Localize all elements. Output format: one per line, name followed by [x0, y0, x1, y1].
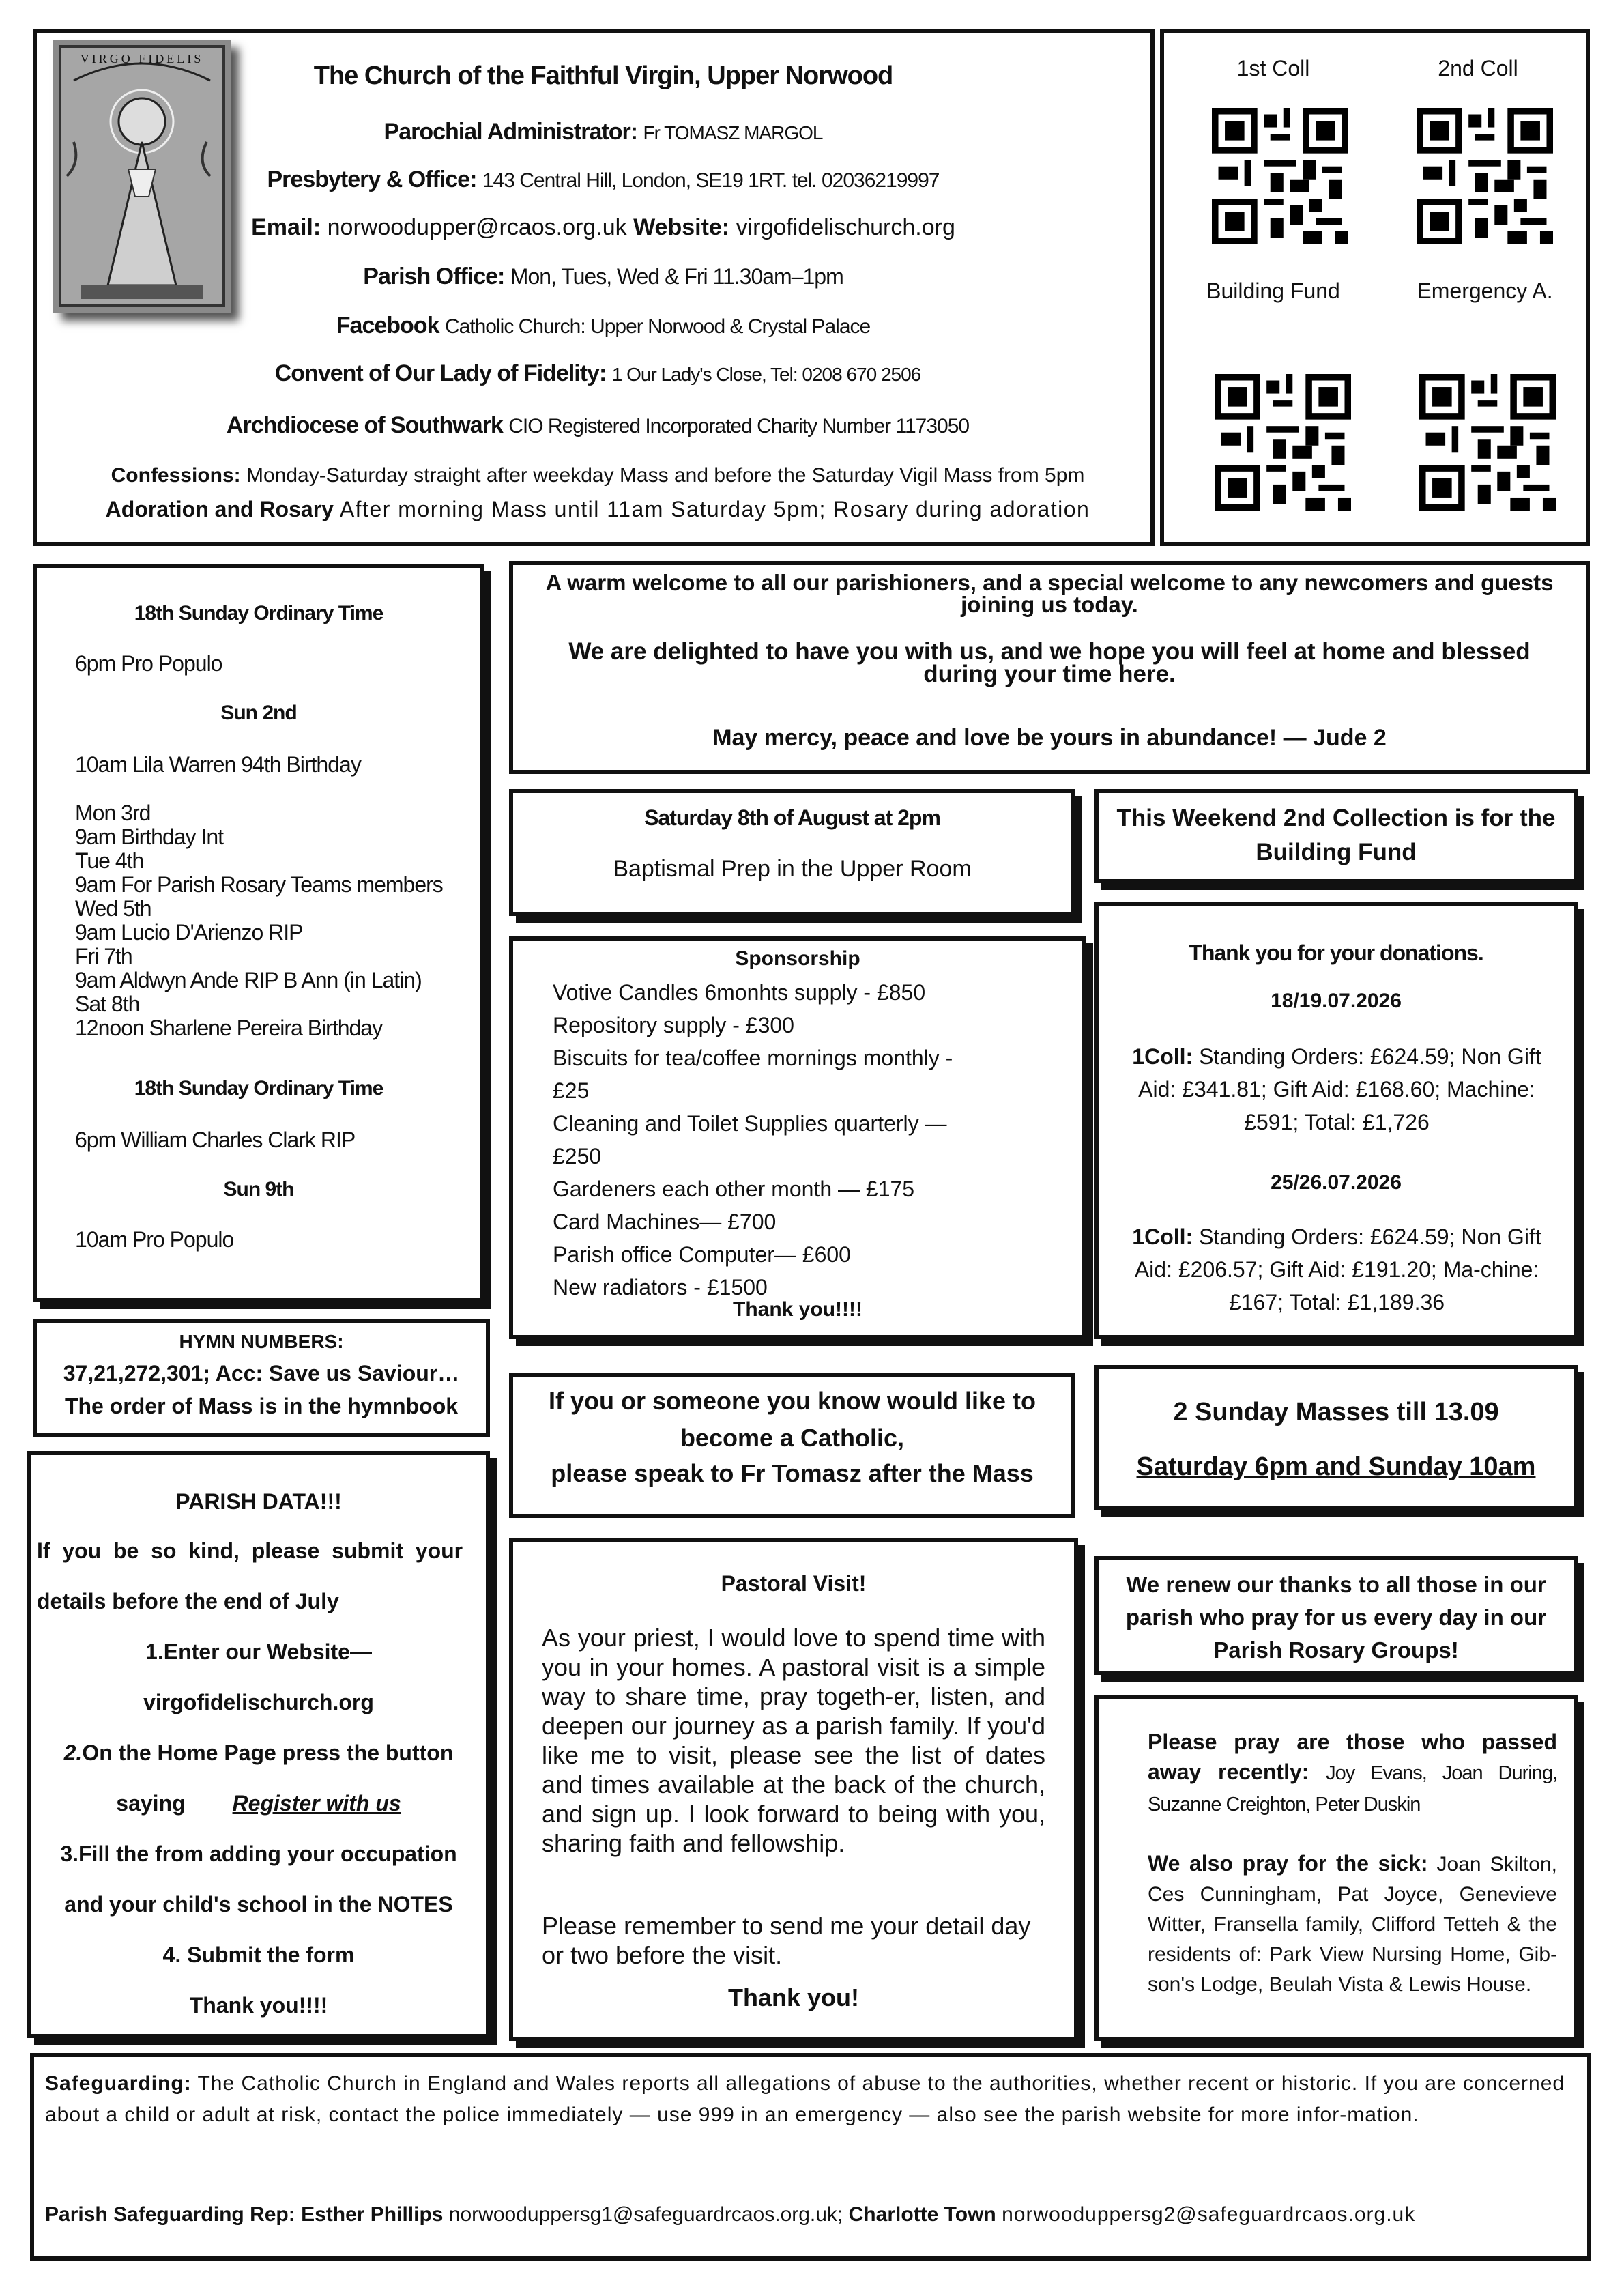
weekday-line: Wed 5th — [75, 896, 151, 921]
sponsorship-item: £25 — [553, 1078, 590, 1103]
donations-date: 18/19.07.2026 — [1271, 990, 1402, 1012]
second-collection-box — [1094, 789, 1578, 883]
parish-data-thanks: Thank you!!!! — [189, 1993, 328, 2018]
second-collection-label: 2nd Coll — [1438, 56, 1518, 81]
mass-line: 10am Pro Populo — [75, 1227, 234, 1252]
qr-code-icon[interactable] — [1215, 374, 1351, 511]
presbytery-line: Presbytery & Office: 143 Central Hill, London, SE19 1RT. tel. 02036219997 — [267, 167, 940, 192]
mass-times-box — [33, 564, 484, 1302]
image-caption: VIRGO FIDELIS — [80, 52, 204, 66]
donations-collection: 1Coll: Standing Orders: £624.59; Non Gift Aid: £341.81; Gift Aid: £168.60; Machine: £591; Total: £1,726 — [1132, 1044, 1541, 1134]
church-title: The Church of the Faithful Virgin, Upper Norwood — [313, 61, 893, 90]
pastoral-visit-box — [509, 1538, 1078, 2041]
sponsorship-box — [509, 936, 1086, 1339]
first-collection-label: 1st Coll — [1236, 56, 1310, 81]
weekday-line: 9am For Parish Rosary Teams members — [75, 872, 443, 897]
welcome-box — [509, 561, 1590, 774]
website-link[interactable]: virgofidelischurch.org — [736, 214, 955, 240]
catholic-line: please speak to Fr Tomasz after the Mass — [551, 1459, 1034, 1487]
hymn-box — [33, 1319, 490, 1437]
emergency-label: Emergency A. — [1417, 278, 1553, 303]
sunday-masses-box — [1094, 1365, 1578, 1510]
deceased-list: Please pray are those who passed away recently: Joy Evans, Joan During, Suzanne Creighton, Peter Duskin — [1148, 1730, 1557, 1816]
weekday-line: Sat 8th — [75, 992, 140, 1016]
qr-code-icon[interactable] — [1212, 108, 1348, 244]
donations-box — [1094, 902, 1578, 1339]
sponsorship-item: Parish office Computer— £600 — [553, 1242, 851, 1267]
sponsorship-item: Card Machines— £700 — [553, 1209, 777, 1234]
weekday-line: 9am Lucio D'Arienzo RIP — [75, 920, 303, 945]
rep-email-2[interactable]: norwooduppersg2@safeguardrcaos.org.uk — [1002, 2203, 1416, 2226]
convent-line: Convent of Our Lady of Fidelity: 1 Our Lady's Close, Tel: 0208 670 2506 — [274, 360, 921, 386]
virgin-illustration-icon — [53, 40, 231, 313]
safeguarding-text: Safeguarding: The Catholic Church in England and Wales reports all allegations of abuse to the authorities, whether recent or historic. If you are concerned about a child or adult at risk, contact the police immediately — use 999 in an emergency — also see the parish website for more infor-mation. — [45, 2072, 1565, 2126]
hymn-title: HYMN NUMBERS: — [179, 1331, 344, 1352]
mass-line: 6pm William Charles Clark RIP — [75, 1128, 356, 1152]
prayers-box — [1094, 1695, 1578, 2041]
hymn-order: The order of Mass is in the hymnbook — [64, 1394, 459, 1418]
step-2: 2.On the Home Page press the button — [63, 1740, 454, 1765]
rosary-thanks-text: We renew our thanks to all those in our parish who pray for us every day in our Parish Rosary Groups! — [1125, 1572, 1547, 1663]
step-4: 4. Submit the form — [162, 1942, 355, 1967]
sponsorship-item: Cleaning and Toilet Supplies quarterly — — [553, 1111, 947, 1136]
catholic-line: become a Catholic, — [680, 1424, 905, 1452]
weekday-line: Tue 4th — [75, 848, 144, 873]
website-link[interactable]: virgofidelischurch.org — [143, 1690, 374, 1714]
qr-box — [1160, 29, 1590, 546]
parish-data-intro: details before the end of July — [37, 1589, 339, 1613]
mass-heading: Sun 2nd — [220, 702, 297, 724]
sponsorship-item: Biscuits for tea/coffee mornings monthly - — [553, 1046, 953, 1070]
baptism-text: Baptismal Prep in the Upper Room — [613, 856, 972, 882]
safeguarding-box — [30, 2053, 1591, 2261]
sponsorship-thanks: Thank you!!!! — [733, 1298, 862, 1321]
parish-office-line: Parish Office: Mon, Tues, Wed & Fri 11.30am–1pm — [363, 263, 843, 289]
confessions-line: Confessions: Monday-Saturday straight after weekday Mass and before the Saturday Vigil Mass from 5pm — [111, 464, 1085, 487]
weekday-line: 12noon Sharlene Pereira Birthday — [75, 1016, 383, 1040]
donations-title: Thank you for your donations. — [1189, 941, 1483, 965]
sponsorship-list — [553, 976, 1058, 1304]
header-box — [33, 29, 1155, 546]
become-catholic-box — [509, 1373, 1075, 1518]
adoration-line: Adoration and Rosary After morning Mass until 11am Saturday 5pm; Rosary during adoration — [105, 497, 1090, 521]
sick-list: We also pray for the sick: Joan Skilton, Ces Cunningham, Pat Joyce, Genevieve Witter, Fransella family, Clifford Tetteh & the residents of: Park View Nursing Home, Gib- son's Lodge, Beulah Vista & Lewis House. — [1148, 1851, 1557, 1996]
mass-heading: 18th Sunday Ordinary Time — [134, 602, 383, 625]
rosary-thanks-box — [1094, 1556, 1578, 1675]
second-collection-text: This Weekend 2nd Collection is for the Building Fund — [1116, 805, 1556, 865]
hymn-numbers: 37,21,272,301; Acc: Save us Saviour… — [63, 1361, 460, 1386]
welcome-line: A warm welcome to all our parishioners, and a special welcome to any newcomers and guests joining us today. — [545, 570, 1554, 617]
email-link[interactable]: norwoodupper@rcaos.org.uk — [327, 214, 627, 240]
sunday-masses-times: Saturday 6pm and Sunday 10am — [1136, 1452, 1536, 1481]
sponsorship-title: Sponsorship — [735, 947, 860, 970]
mass-line: 10am Lila Warren 94th Birthday — [75, 752, 361, 777]
parish-data-intro: If you be so kind, please submit your — [37, 1538, 463, 1563]
archdiocese-line: Archdiocese of Southwark CIO Registered Incorporated Charity Number 1173050 — [226, 412, 970, 438]
weekday-list — [75, 801, 443, 1040]
donations-date: 25/26.07.2026 — [1271, 1171, 1402, 1194]
sponsorship-item: Gardeners each other month — £175 — [553, 1177, 915, 1201]
email-line: Email: norwoodupper@rcaos.org.uk Website: virgofidelischurch.org — [251, 214, 955, 240]
qr-code-icon[interactable] — [1419, 374, 1556, 511]
sponsorship-item: Votive Candles 6monhts supply - £850 — [553, 980, 926, 1005]
building-fund-label: Building Fund — [1206, 278, 1340, 303]
step-2b: saying Register with us — [116, 1791, 401, 1816]
weekday-line: 9am Aldwyn Ande RIP B Ann (in Latin) — [75, 968, 422, 992]
step-3b: and your child's school in the NOTES — [64, 1892, 453, 1917]
qr-code-icon[interactable] — [1417, 108, 1553, 244]
parish-data-box — [27, 1451, 490, 2038]
mass-heading: 18th Sunday Ordinary Time — [134, 1077, 383, 1100]
pastoral-thanks: Thank you! — [727, 1983, 859, 2011]
rep-email-1[interactable]: norwooduppersg1@safeguardrcaos.org.uk; — [448, 2203, 843, 2226]
mass-heading: Sun 9th — [223, 1178, 294, 1201]
safeguarding-reps: Parish Safeguarding Rep: Esther Phillips norwooduppersg1@safeguardrcaos.org.uk; Charlotte Town norwooduppersg2@safeguardrcaos.org.uk — [45, 2203, 1416, 2226]
weekday-line: 9am Birthday Int — [75, 824, 223, 849]
pastoral-title: Pastoral Visit! — [721, 1571, 867, 1596]
pastoral-reminder: Please remember to send me your detail day or two before the visit. — [542, 1912, 1031, 1969]
register-link[interactable]: Register with us — [232, 1791, 401, 1816]
sponsorship-item: New radiators - £1500 — [553, 1275, 768, 1300]
welcome-line: We are delighted to have you with us, and we hope you will feel at home and blessed during your time here. — [568, 638, 1531, 687]
weekday-line: Mon 3rd — [75, 801, 151, 825]
pastoral-text: As your priest, I would love to spend time with you in your homes. A pastoral visit is a simple way to share time, pray togeth-er, listen, and deepen our journey as a parish family. If you'd like me to visit, please see the list of dates and times available at the back of the church, and sign up. I look forward to being with you, sharing faith and fellowship. — [542, 1624, 1045, 1857]
mass-line: 6pm Pro Populo — [75, 651, 222, 676]
virgin-image — [53, 40, 231, 313]
parish-data-title: PARISH DATA!!! — [175, 1489, 342, 1514]
sponsorship-item: Repository supply - £300 — [553, 1013, 794, 1037]
baptism-box — [509, 789, 1075, 916]
weekday-line: Fri 7th — [75, 944, 132, 968]
step-3: 3.Fill the from adding your occupation — [60, 1841, 457, 1866]
sunday-masses-line: 2 Sunday Masses till 13.09 — [1173, 1398, 1499, 1426]
welcome-scripture: May mercy, peace and love be yours in abundance! — Jude 2 — [712, 725, 1387, 751]
catholic-line: If you or someone you know would like to — [548, 1387, 1036, 1415]
step-1: 1.Enter our Website— — [145, 1639, 372, 1664]
admin-line: Parochial Administrator: Fr TOMASZ MARGOL — [383, 119, 823, 145]
donations-collection: 1Coll: Standing Orders: £624.59; Non Gift Aid: £206.57; Gift Aid: £191.20; Ma-chine: £167; Total: £1,189.36 — [1132, 1224, 1541, 1315]
baptism-date: Saturday 8th of August at 2pm — [644, 805, 940, 830]
sponsorship-item: £250 — [553, 1144, 602, 1168]
facebook-line: Facebook Catholic Church: Upper Norwood & Crystal Palace — [336, 313, 871, 339]
